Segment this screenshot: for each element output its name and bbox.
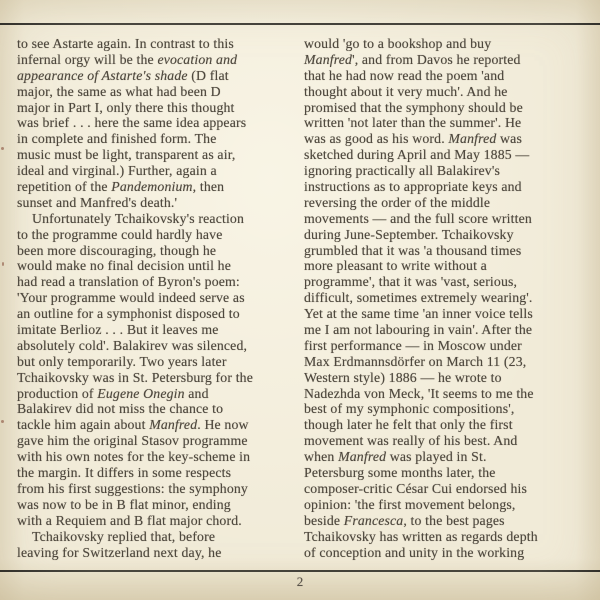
bottom-rule bbox=[0, 570, 600, 572]
text-line: reversing the order of the middle bbox=[304, 194, 491, 210]
text-line: production of Eugene Onegin and bbox=[17, 385, 209, 401]
page-number: 2 bbox=[296, 574, 304, 589]
text-line: grumbled that it was 'a thousand times bbox=[304, 242, 522, 258]
text-line: though later he felt that only the first bbox=[304, 417, 513, 433]
text-line: Petersburg some months later, the bbox=[304, 465, 496, 481]
text-line: ignoring practically all Balakirev's bbox=[304, 163, 500, 179]
text-line: would make no final decision until he bbox=[17, 258, 231, 274]
text-line: infernal orgy will be the evocation and bbox=[17, 51, 238, 67]
text-line: leaving for Switzerland next day, he bbox=[17, 544, 222, 560]
text-line: to the programme could hardly have bbox=[17, 226, 223, 242]
text-line: 'Your programme would indeed serve as bbox=[17, 290, 245, 306]
text-line: with a Requiem and B flat major chord. bbox=[17, 512, 242, 528]
text-line: best of my symphonic compositions', bbox=[304, 401, 515, 417]
text-line: Max Erdmannsdörfer on March 11 (23, bbox=[304, 353, 527, 369]
text-line: thought about it very much'. And he bbox=[304, 83, 508, 99]
text-line: movement was really of his best. And bbox=[304, 433, 518, 449]
text-line: promised that the symphony should be bbox=[304, 99, 523, 115]
top-rule bbox=[0, 23, 600, 25]
scan-speck bbox=[2, 262, 4, 266]
text-line: me I am not labouring in vain'. After the bbox=[304, 322, 533, 338]
text-line: Nadezhda von Meck, 'It seems to me the bbox=[304, 385, 534, 401]
text-line: from his first suggestions: the symphony bbox=[17, 480, 248, 496]
text-line: but only temporarily. Two years later bbox=[17, 353, 227, 369]
text-line: major, the same as what had been D bbox=[17, 83, 221, 99]
text-line: sketched during April and May 1885 — bbox=[304, 147, 530, 163]
text-line: of conception and unity in the working bbox=[304, 544, 525, 560]
text-line: appearance of Astarte's shade (D flat bbox=[17, 67, 229, 83]
text-line: Western style) 1886 — he wrote to bbox=[304, 369, 502, 385]
text-line: that he had now read the poem 'and bbox=[304, 67, 505, 83]
text-line: gave him the original Stasov programme bbox=[17, 433, 248, 449]
text-line: music must be light, transparent as air, bbox=[17, 147, 236, 163]
text-line: was as good as his word. Manfred was bbox=[304, 131, 522, 147]
text-line: ideal and virginal.) Further, again a bbox=[17, 163, 217, 179]
text-line: imitate Berlioz . . . But it leaves me bbox=[17, 322, 219, 338]
text-line: was brief . . . here the same idea appears bbox=[17, 115, 247, 131]
text-line: Tchaikovsky has written as regards depth bbox=[304, 528, 538, 544]
text-line: absolutely cold'. Balakirev was silenced, bbox=[17, 337, 248, 353]
text-column-left bbox=[17, 36, 298, 560]
text-line: beside Francesca, to the best pages bbox=[304, 512, 505, 528]
text-line: tackle him again about Manfred. He now bbox=[17, 417, 249, 433]
scan-speck bbox=[1, 147, 4, 150]
text-line: Manfred', and from Davos he reported bbox=[304, 51, 521, 67]
text-line: would 'go to a bookshop and buy bbox=[304, 36, 492, 51]
text-line: was now to be in B flat minor, ending bbox=[17, 496, 231, 512]
text-line: the margin. It differs in some respects bbox=[17, 465, 232, 481]
text-line: when Manfred was played in St. bbox=[304, 449, 487, 465]
text-line: instructions as to appropriate keys and bbox=[304, 179, 522, 195]
text-line: Yet at the same time 'an inner voice tells bbox=[304, 306, 533, 322]
text-line: composer-critic César Cui endorsed his bbox=[304, 480, 528, 496]
text-line: first performance — in Moscow under bbox=[304, 337, 522, 353]
text-line: in complete and finished form. The bbox=[17, 131, 217, 147]
text-line: programme', that it was 'vast, serious, bbox=[304, 274, 518, 290]
text-line: an outline for a symphonist disposed to bbox=[17, 306, 240, 322]
scan-speck bbox=[1, 420, 4, 423]
text-line: more pleasant to write without a bbox=[304, 258, 487, 274]
text-line: opinion: 'the first movement belongs, bbox=[304, 496, 516, 512]
text-line: Tchaikovsky replied that, before bbox=[32, 528, 216, 544]
text-line: Unfortunately Tchaikovsky's reaction bbox=[32, 210, 245, 226]
text-line: sunset and Manfred's death.' bbox=[17, 194, 178, 210]
text-line: had read a translation of Byron's poem: bbox=[17, 274, 240, 290]
text-line: written 'not later than the summer'. He bbox=[304, 115, 522, 131]
text-line: major in Part I, only there this thought bbox=[17, 99, 235, 115]
text-line: Balakirev did not miss the chance to bbox=[17, 401, 224, 417]
text-line: difficult, sometimes extremely wearing'. bbox=[304, 290, 533, 306]
text-line: Tchaikovsky was in St. Petersburg for the bbox=[17, 369, 253, 385]
text-line: during June-September. Tchaikovsky bbox=[304, 226, 514, 242]
text-line: movements — and the full score written bbox=[304, 210, 532, 226]
text-line: been more discouraging, though he bbox=[17, 242, 217, 258]
text-column-right bbox=[304, 36, 588, 560]
text-line: with his own notes for the key-scheme in bbox=[17, 449, 251, 465]
text-line: to see Astarte again. In contrast to this bbox=[17, 36, 234, 51]
text-line: repetition of the Pandemonium, then bbox=[17, 179, 225, 195]
